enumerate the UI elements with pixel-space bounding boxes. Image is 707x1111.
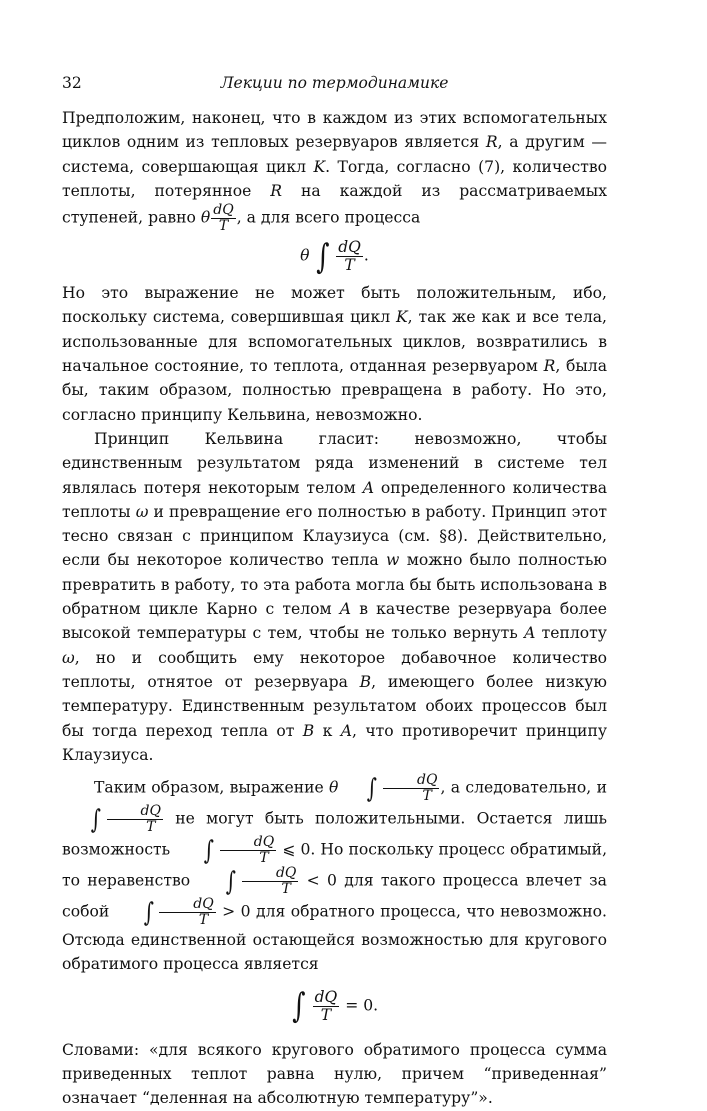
page-header [62,70,607,94]
page-body [62,106,607,1111]
page-number: 32 [62,74,82,92]
integral-sign: ∫ [315,236,330,277]
paragraph-2: Но это выражение не может быть положительным, ибо, поскольку система, совершившая цикл K, так же как и все тела, использованные для вспомогательных циклов, возвратились в начальное состояние, то теплота, отданная резервуаром R, была бы, таким образом, полностью превращена в работу. Но это, согласно принципу Кельвина, невозможно. [62,284,607,424]
equation-theta-integral: θ ∫ $\frac{dQ}{T}$ . [300,236,369,277]
paragraph-3: Принцип Кельвина гласит: невозможно, чтобы единственным результатом ряда изменений в системе тел являлась потеря некоторым телом A определенного количества теплоты ω и превращение его полностью в работу. Принцип этот тесно связан с принципом Клаузиуса (см. §8). Действительно, если бы некоторое количество тепла w можно было полностью превратить в работу, то эта работа могла бы быть использована в обратном цикле Карно с телом A в качестве резервуара более высокой температуры с тем, чтобы не только вернуть A теплоту ω, но и сообщить ему некоторое добавочное количество теплоты, отнятое от резервуара B, имеющего более низкую температуру. Единственным результатом обоих процессов был бы тогда переход тепла от B к A, что противоречит принципу Клаузиуса. [62,429,608,764]
running-title: Лекции по термодинамике [220,74,449,92]
fraction-dq-over-t: $\frac{dQ}{T}$ [213,202,234,235]
paragraph-4: Таким образом, выражение θ ∫ $\frac{dQ}{T}$ , а следовательно, и ∫ $\frac{dQ}{T}$ не могут быть положительными. Остается лишь возможность ∫ $\frac{dQ}{T}$ ⩽ 0. Но поскольку процесс обратимый, то неравенство ∫ $\frac{dQ}{T}$ < 0 для такого процесса влечет за собой ∫ $\frac{dQ}{T}$ > 0 для обратного процесса, что невозможно. Отсюда единственной остающейся возможностью для кругового обратимого процесса является [62,772,608,974]
paragraph-5: Словами: «для всякого кругового обратимого процесса сумма приведенных теплот равна нулю, причем “приведенная” означает “деленная на абсолютную температуру”». [62,1040,607,1108]
paragraph-1: Предположим, наконец, что в каждом из этих вспомогательных циклов одним из тепловых резервуаров является R, а другим — система, совершающая цикл K. Тогда, согласно (7), количество теплоты, потерянное R на каждой из рассматриваемых ступеней, равно θ $\frac{dQ}{T}$ , а для всего процесса [62,109,608,235]
page [62,70,608,1108]
equation-cyclic-integral-zero: ∫ $\frac{dQ}{T}$ = 0. [292,986,379,1027]
